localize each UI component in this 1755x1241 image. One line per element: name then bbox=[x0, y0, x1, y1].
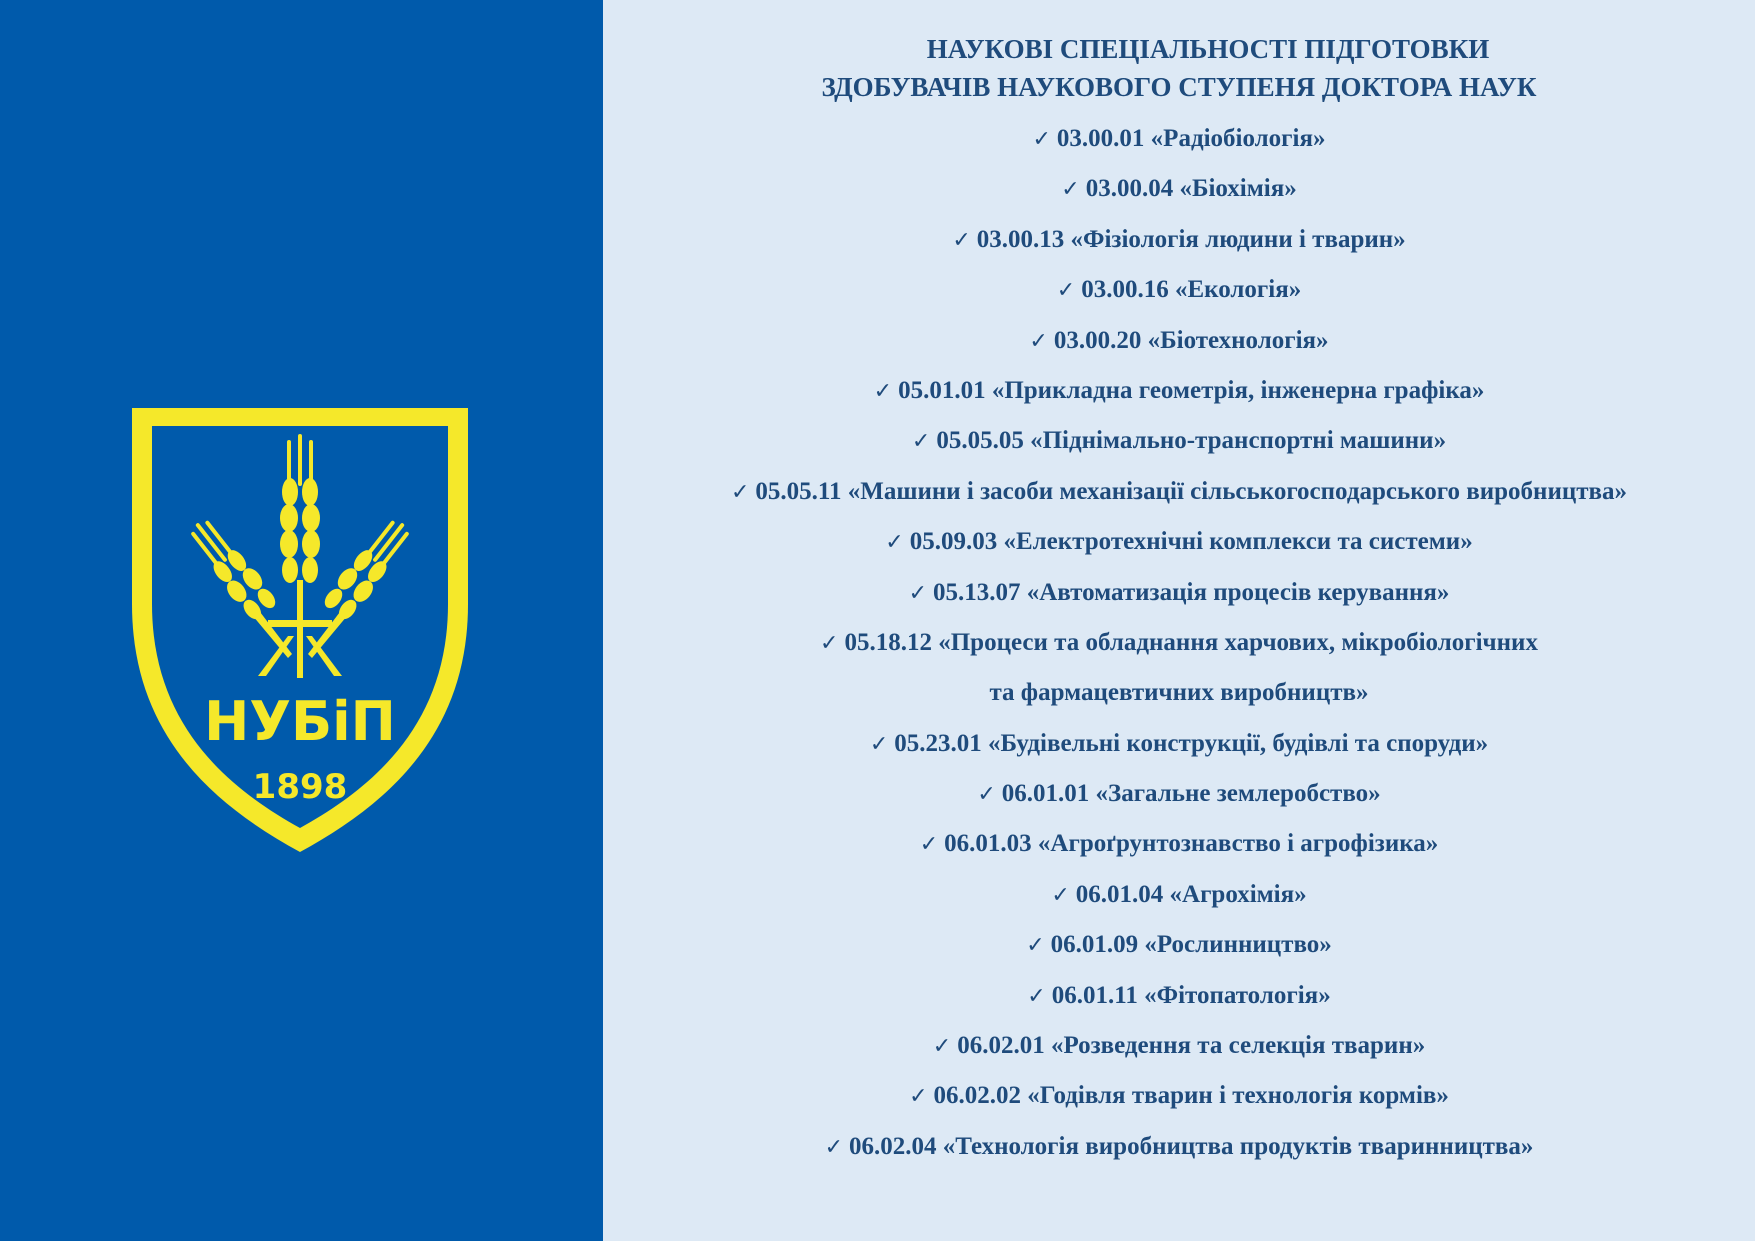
checkmark-icon: ✓ bbox=[824, 1134, 844, 1160]
checkmark-icon: ✓ bbox=[1051, 882, 1070, 908]
checkmark-icon: ✓ bbox=[1032, 127, 1051, 152]
list-item-label: 06.02.01 «Розведення та селекція тварин» bbox=[957, 1032, 1426, 1060]
list-item bbox=[603, 568, 1755, 618]
checkmark-icon: ✓ bbox=[1029, 328, 1048, 354]
checkmark-icon: ✓ bbox=[885, 530, 904, 556]
list-item-label: 06.01.11 «Фітопатологія» bbox=[1051, 981, 1331, 1009]
list-item bbox=[603, 618, 1755, 668]
list-item bbox=[603, 416, 1755, 466]
checkmark-icon: ✓ bbox=[1061, 177, 1080, 203]
specialties-list bbox=[603, 114, 1755, 1172]
list-item-label: 05.01.01 «Прикладна геометрія, інженерна графіка» bbox=[898, 376, 1485, 404]
list-item-label: 03.00.01 «Радіобіологія» bbox=[1056, 125, 1326, 152]
list-item bbox=[603, 719, 1755, 769]
list-item-label: 05.18.12 «Процеси та обладнання харчових, мікробіологічних bbox=[844, 628, 1538, 656]
checkmark-icon: ✓ bbox=[1027, 983, 1046, 1009]
checkmark-icon: ✓ bbox=[873, 378, 893, 404]
list-item bbox=[603, 1021, 1755, 1071]
title-line-1: НАУКОВІ СПЕЦІАЛЬНОСТІ ПІДГОТОВКИ bbox=[926, 34, 1490, 64]
left-panel bbox=[0, 0, 603, 1241]
checkmark-icon: ✓ bbox=[909, 1084, 928, 1110]
list-item bbox=[603, 769, 1755, 819]
list-item-label: 05.13.07 «Автоматизація процесів керування» bbox=[933, 578, 1450, 606]
checkmark-icon: ✓ bbox=[919, 832, 939, 858]
list-item bbox=[603, 668, 1755, 718]
checkmark-icon: ✓ bbox=[1026, 933, 1045, 959]
list-item-label: 03.00.20 «Біотехнологія» bbox=[1053, 326, 1329, 354]
list-item bbox=[603, 316, 1755, 366]
title-line-2: ЗДОБУВАЧІВ НАУКОВОГО СТУПЕНЯ ДОКТОРА НАУК bbox=[821, 72, 1537, 102]
list-item bbox=[603, 819, 1755, 869]
list-item-label: та фармацевтичних виробництв» bbox=[989, 679, 1369, 707]
list-item bbox=[603, 265, 1755, 315]
checkmark-icon: ✓ bbox=[869, 731, 889, 757]
nubip-logo bbox=[128, 404, 472, 856]
checkmark-icon: ✓ bbox=[932, 1034, 952, 1060]
logo-year: 1898 bbox=[252, 767, 348, 807]
checkmark-icon: ✓ bbox=[911, 429, 931, 455]
list-item-label: 06.02.04 «Технологія виробництва продуктів тваринництва» bbox=[849, 1132, 1534, 1160]
list-item bbox=[603, 1122, 1755, 1172]
checkmark-icon: ✓ bbox=[1056, 278, 1076, 304]
list-item-label: 03.00.04 «Біохімія» bbox=[1085, 175, 1297, 203]
list-item-label: 03.00.13 «Фізіологія людини і тварин» bbox=[976, 225, 1406, 253]
wheat-sheaf-shield-icon bbox=[128, 404, 472, 856]
right-panel bbox=[603, 0, 1755, 1241]
list-item bbox=[603, 870, 1755, 920]
list-item-label: 05.23.01 «Будівельні конструкції, будівлі та споруди» bbox=[894, 729, 1489, 757]
list-item bbox=[603, 1071, 1755, 1121]
checkmark-icon: ✓ bbox=[730, 479, 750, 505]
checkmark-icon: ✓ bbox=[952, 227, 971, 253]
list-item-label: 05.09.03 «Електротехнічні комплекси та системи» bbox=[909, 528, 1473, 556]
list-item bbox=[603, 920, 1755, 970]
list-item bbox=[603, 467, 1755, 517]
checkmark-icon: ✓ bbox=[820, 630, 839, 656]
list-item-label: 06.01.04 «Агрохімія» bbox=[1075, 880, 1307, 908]
list-item-label: 06.01.09 «Рослинництво» bbox=[1050, 931, 1332, 959]
list-item-label: 05.05.11 «Машини і засоби механізації сільськогосподарського виробництва» bbox=[755, 477, 1628, 505]
list-item-label: 06.01.03 «Агроґрунтознавство і агрофізика» bbox=[944, 830, 1439, 858]
checkmark-icon: ✓ bbox=[908, 580, 927, 606]
list-item bbox=[603, 215, 1755, 265]
logo-name: НУБіП bbox=[204, 690, 396, 753]
list-item bbox=[603, 114, 1755, 164]
list-item-label: 05.05.05 «Піднімально-транспортні машини» bbox=[936, 427, 1447, 455]
list-item-label: 03.00.16 «Екологія» bbox=[1081, 276, 1302, 304]
list-item-label: 06.02.02 «Годівля тварин і технологія кормів» bbox=[933, 1082, 1449, 1110]
list-item-label: 06.01.01 «Загальне землеробство» bbox=[1001, 780, 1381, 808]
list-item bbox=[603, 517, 1755, 567]
list-item bbox=[603, 164, 1755, 214]
page-title bbox=[603, 30, 1755, 106]
list-item bbox=[603, 366, 1755, 416]
checkmark-icon: ✓ bbox=[977, 782, 996, 808]
list-item bbox=[603, 971, 1755, 1021]
